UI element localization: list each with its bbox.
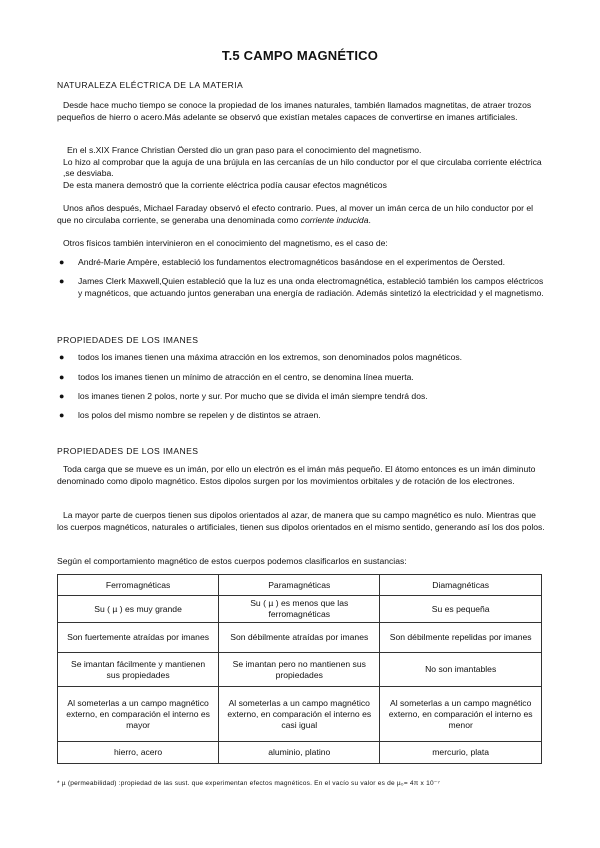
- table-cell: Se imantan pero no mantienen sus propiedades: [219, 653, 380, 687]
- table-cell: Se imantan fácilmente y mantienen sus propiedades: [58, 653, 219, 687]
- bullet-icon: ●: [59, 410, 65, 420]
- section-heading-propiedades-2: PROPIEDADES DE LOS IMANES: [57, 446, 199, 456]
- table-row: [58, 596, 542, 623]
- bullet-icon: ●: [59, 391, 65, 401]
- table-cell: aluminio, platino: [219, 742, 380, 764]
- table-cell: hierro, acero: [58, 742, 219, 764]
- table-cell: Son fuertemente atraídas por imanes: [58, 623, 219, 653]
- oersted-line-1: En el s.XIX France Christian Öersted dio un gran paso para el conocimiento del magnetismo.: [67, 145, 422, 155]
- table-row: [58, 687, 542, 742]
- bullet-icon: ●: [59, 257, 65, 267]
- oersted-line-3: De esta manera demostró que la corriente eléctrica podía causar efectos magnéticos: [63, 179, 387, 190]
- list-item-text: James Clerk Maxwell,Quien estableció que la luz es una onda electromagnética, estableció también los campos eléctricos y magnéticos, que actuando juntos generaban una energía de radiación. Además sintetizó la electricidad y el magnetismo.: [78, 276, 544, 298]
- table-cell: Al someterlas a un campo magnético externo, en comparación el interno es mayor: [58, 687, 219, 742]
- table-header-cell: Paramagnéticas: [219, 575, 380, 596]
- list-item-text: André-Marie Ampère, estableció los fundamentos electromagnéticos basándose en el experimentos de Öersted.: [78, 257, 506, 267]
- table-cell: Su ( µ ) es muy grande: [58, 596, 219, 623]
- faraday-text: Unos años después, Michael Faraday observó el efecto contrario. Pues, al mover un imán cerca de un hilo conductor por el que no circulaba corriente, se generaba una denominada como: [57, 203, 534, 225]
- bullet-icon: ●: [59, 276, 65, 286]
- list-item: [59, 257, 548, 269]
- paragraph-intro: Desde hace mucho tiempo se conoce la propiedad de los imanes naturales, también llamados magnetitas, de atraer trozos pequeños de hierro o acero.Más adelante se observó que existían metales capaces de convertirse en imanes artificiales.: [57, 100, 532, 122]
- list-item-text: todos los imanes tienen una máxima atracción en los extremos, son denominados polos magnéticos.: [78, 352, 463, 362]
- paragraph-faraday: [57, 203, 547, 226]
- table-row: [58, 653, 542, 687]
- list-item: [59, 276, 548, 299]
- section-heading-naturaleza: NATURALEZA ELÉCTRICA DE LA MATERIA: [57, 80, 244, 90]
- list-item: [59, 410, 548, 422]
- list-item: [59, 352, 548, 364]
- substances-table: [57, 574, 542, 764]
- page-title: T.5 CAMPO MAGNÉTICO: [221, 48, 379, 63]
- paragraph-cuerpos: La mayor parte de cuerpos tienen sus dipolos orientados al azar, de manera que su campo magnético es nulo. Mientras que los cuerpos magnéticos, naturales o artificiales, tienen sus dipolos orientados en el mismo sentido, generando así los dos polos.: [57, 510, 545, 532]
- table-cell: Son débilmente atraídas por imanes: [219, 623, 380, 653]
- table-row: [58, 742, 542, 764]
- table-cell: Son débilmente repelidas por imanes: [380, 623, 542, 653]
- table-cell: Al someterlas a un campo magnético externo, en comparación el interno es casi igual: [219, 687, 380, 742]
- table-cell: Su ( µ ) es menos que las ferromagnéticas: [219, 596, 380, 623]
- faraday-end: .: [368, 214, 371, 225]
- bullet-icon: ●: [59, 352, 65, 362]
- table-header-cell: Diamagnéticas: [380, 575, 542, 596]
- list-item: [59, 372, 548, 384]
- table-cell: mercurio, plata: [380, 742, 542, 764]
- paragraph-dipolos: Toda carga que se mueve es un imán, por ello un electrón es el imán más pequeño. El átomo entonces es un imán diminuto denominado como dipolo magnético. Estos dipolos surgen por los movimientos orbitales y de rotación de los electrones.: [57, 464, 536, 486]
- table-cell: No son imantables: [380, 653, 542, 687]
- faraday-emphasis: corriente inducida: [300, 214, 369, 225]
- oersted-line-2: Lo hizo al comprobar que la aguja de una brújula en las cercanías de un hilo conductor por el que circulaba corriente eléctrica ,se desviaba.: [63, 156, 542, 179]
- list-item-text: los polos del mismo nombre se repelen y de distintos se atraen.: [78, 410, 321, 420]
- list-item-text: todos los imanes tienen un mínimo de atracción en el centro, se denomina línea muerta.: [78, 372, 414, 382]
- table-cell: Su es pequeña: [380, 596, 542, 623]
- footnote: * µ (permeabilidad) :propiedad de las sust. que experimentan efectos magnéticos. En el vacío su valor es de µ₀= 4π x 10⁻⁷: [57, 780, 441, 787]
- section-heading-propiedades-1: PROPIEDADES DE LOS IMANES: [57, 335, 199, 345]
- paragraph-oersted: [57, 145, 547, 191]
- bullet-icon: ●: [59, 372, 65, 382]
- paragraph-clasificacion: Según el comportamiento magnético de estos cuerpos podemos clasificarlos en sustancias:: [57, 556, 407, 566]
- list-item: [59, 391, 548, 403]
- table-cell: Al someterlas a un campo magnético externo, en comparación el interno es menor: [380, 687, 542, 742]
- table-header-row: [58, 575, 542, 596]
- table-row: [58, 623, 542, 653]
- list-item-text: los imanes tienen 2 polos, norte y sur. Por mucho que se divida el imán siempre tendrá dos.: [78, 391, 428, 401]
- paragraph-otros-fisicos: Otros físicos también intervinieron en el conocimiento del magnetismo, es el caso de:: [63, 238, 388, 248]
- table-header-cell: Ferromagnéticas: [58, 575, 219, 596]
